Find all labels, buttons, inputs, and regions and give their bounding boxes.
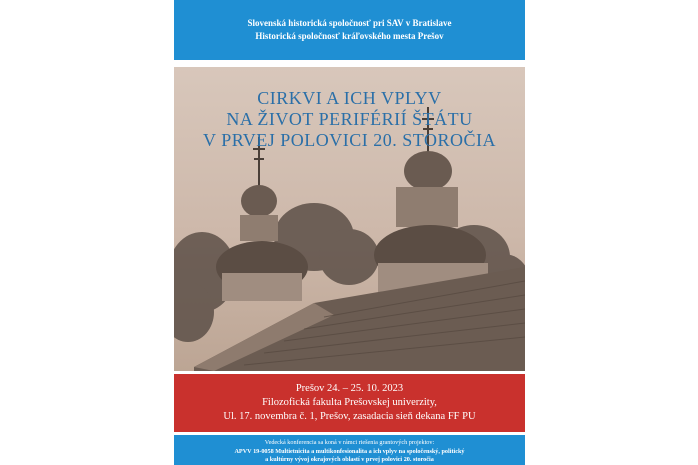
grant-project-line-2: a kultúrny vývoj okrajových oblastí v prvej polovici 20. storočia xyxy=(265,456,434,463)
title-line-1: CIRKVI A ICH VPLYV xyxy=(257,88,442,108)
title-line-2: NA ŽIVOT PERIFÉRIÍ ŠTÁTU xyxy=(226,109,473,129)
event-address: Ul. 17. novembra č. 1, Prešov, zasadacia sieň dekana FF PU xyxy=(223,411,476,422)
organizer-line-1: Slovenská historická spoločnosť pri SAV v Bratislave xyxy=(247,18,452,28)
grant-footer xyxy=(174,435,525,465)
grant-intro: Vedecká konferencia sa koná v rámci riešenia grantových projektov: xyxy=(264,439,435,446)
organizers-header xyxy=(174,0,525,60)
event-date: Prešov 24. – 25. 10. 2023 xyxy=(295,383,404,394)
conference-poster xyxy=(174,0,525,465)
conference-title xyxy=(174,88,525,151)
event-details xyxy=(174,374,525,432)
organizer-line-2: Historická spoločnosť kráľovského mesta Prešov xyxy=(255,31,444,41)
event-venue: Filozofická fakulta Prešovskej univerzity, xyxy=(262,397,437,408)
grant-project-line-1: APVV 19-0058 Multietnicita a multikonfesionalita a ich vplyv na spoločenský, politický xyxy=(234,447,465,455)
title-line-3: V PRVEJ POLOVICI 20. STOROČIA xyxy=(203,130,496,150)
church-photo xyxy=(174,67,525,371)
